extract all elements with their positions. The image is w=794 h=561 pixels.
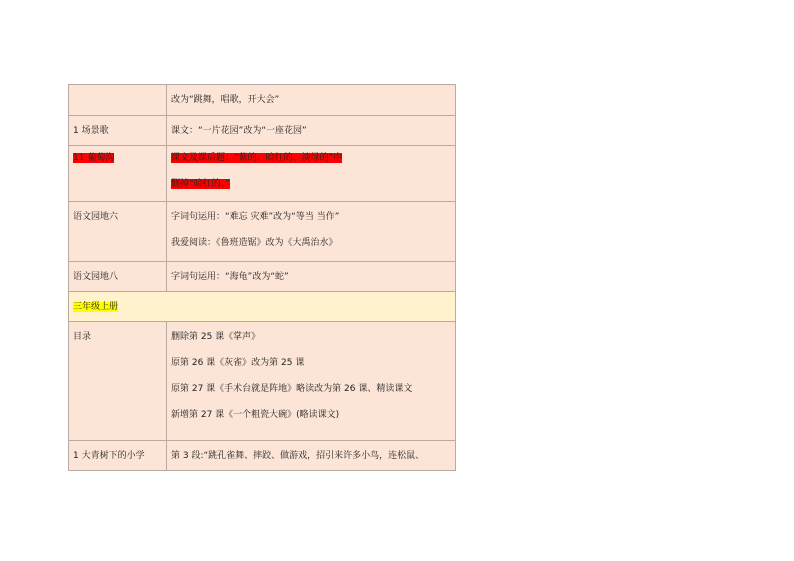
change-line: 第 3 段:“跳孔雀舞、摔跤、做游戏，招引来许多小鸟，连松鼠、 [171,451,425,461]
change-cell [167,202,456,262]
change-line: 字词句运用：“海龟”改为“蛇” [171,272,289,282]
section-row [69,292,456,322]
lesson-cell [69,116,167,146]
lesson-cell [69,322,167,441]
table-row [69,85,456,116]
change-cell [167,322,456,441]
change-line: 原第 27 课《手术台就是阵地》略读改为第 26 课、精读课文 [171,384,413,394]
change-line: 我爱阅读：《鲁班造锯》改为《大禹治水》 [171,238,338,248]
table-row [69,322,456,441]
table-row [69,202,456,262]
change-line: 删除第 25 课《掌声》 [171,332,261,342]
change-line-highlighted: 课文及课后题：“紫的、暗红的、淡绿的”中 [171,153,343,163]
change-cell [167,146,456,202]
lesson-title: 语文园地八 [73,272,119,282]
lesson-cell [69,85,167,116]
change-cell [167,116,456,146]
lesson-title: 1 大青树下的小学 [73,451,145,461]
change-line-highlighted: 删掉“暗红的、” [171,179,230,189]
section-heading: 三年级上册 [73,302,119,312]
change-cell [167,441,456,471]
change-cell [167,85,456,116]
table-row [69,441,456,471]
lesson-cell [69,262,167,292]
change-line: 课文：“一片花园”改为“一座花园” [171,126,307,136]
change-line: 新增第 27 课《一个粗瓷大碗》(略读课文) [171,410,340,420]
lesson-title: 目录 [73,332,92,342]
change-line: 字词句运用：“难忘 灾难”改为“等当 当作” [171,212,340,222]
lesson-cell [69,202,167,262]
change-cell [167,262,456,292]
lesson-cell [69,441,167,471]
lesson-title: 语文园地六 [73,212,119,222]
lesson-title-highlighted: 11 葡萄沟 [73,153,115,163]
change-line: 改为“跳舞，唱歌，开大会” [171,95,280,105]
lesson-cell [69,146,167,202]
revision-table [68,84,456,471]
change-line: 原第 26 课《灰雀》改为第 25 课 [171,358,305,368]
lesson-title: 1 场景歌 [73,126,109,136]
table-row [69,116,456,146]
section-cell [69,292,456,322]
table-row [69,262,456,292]
table-row [69,146,456,202]
